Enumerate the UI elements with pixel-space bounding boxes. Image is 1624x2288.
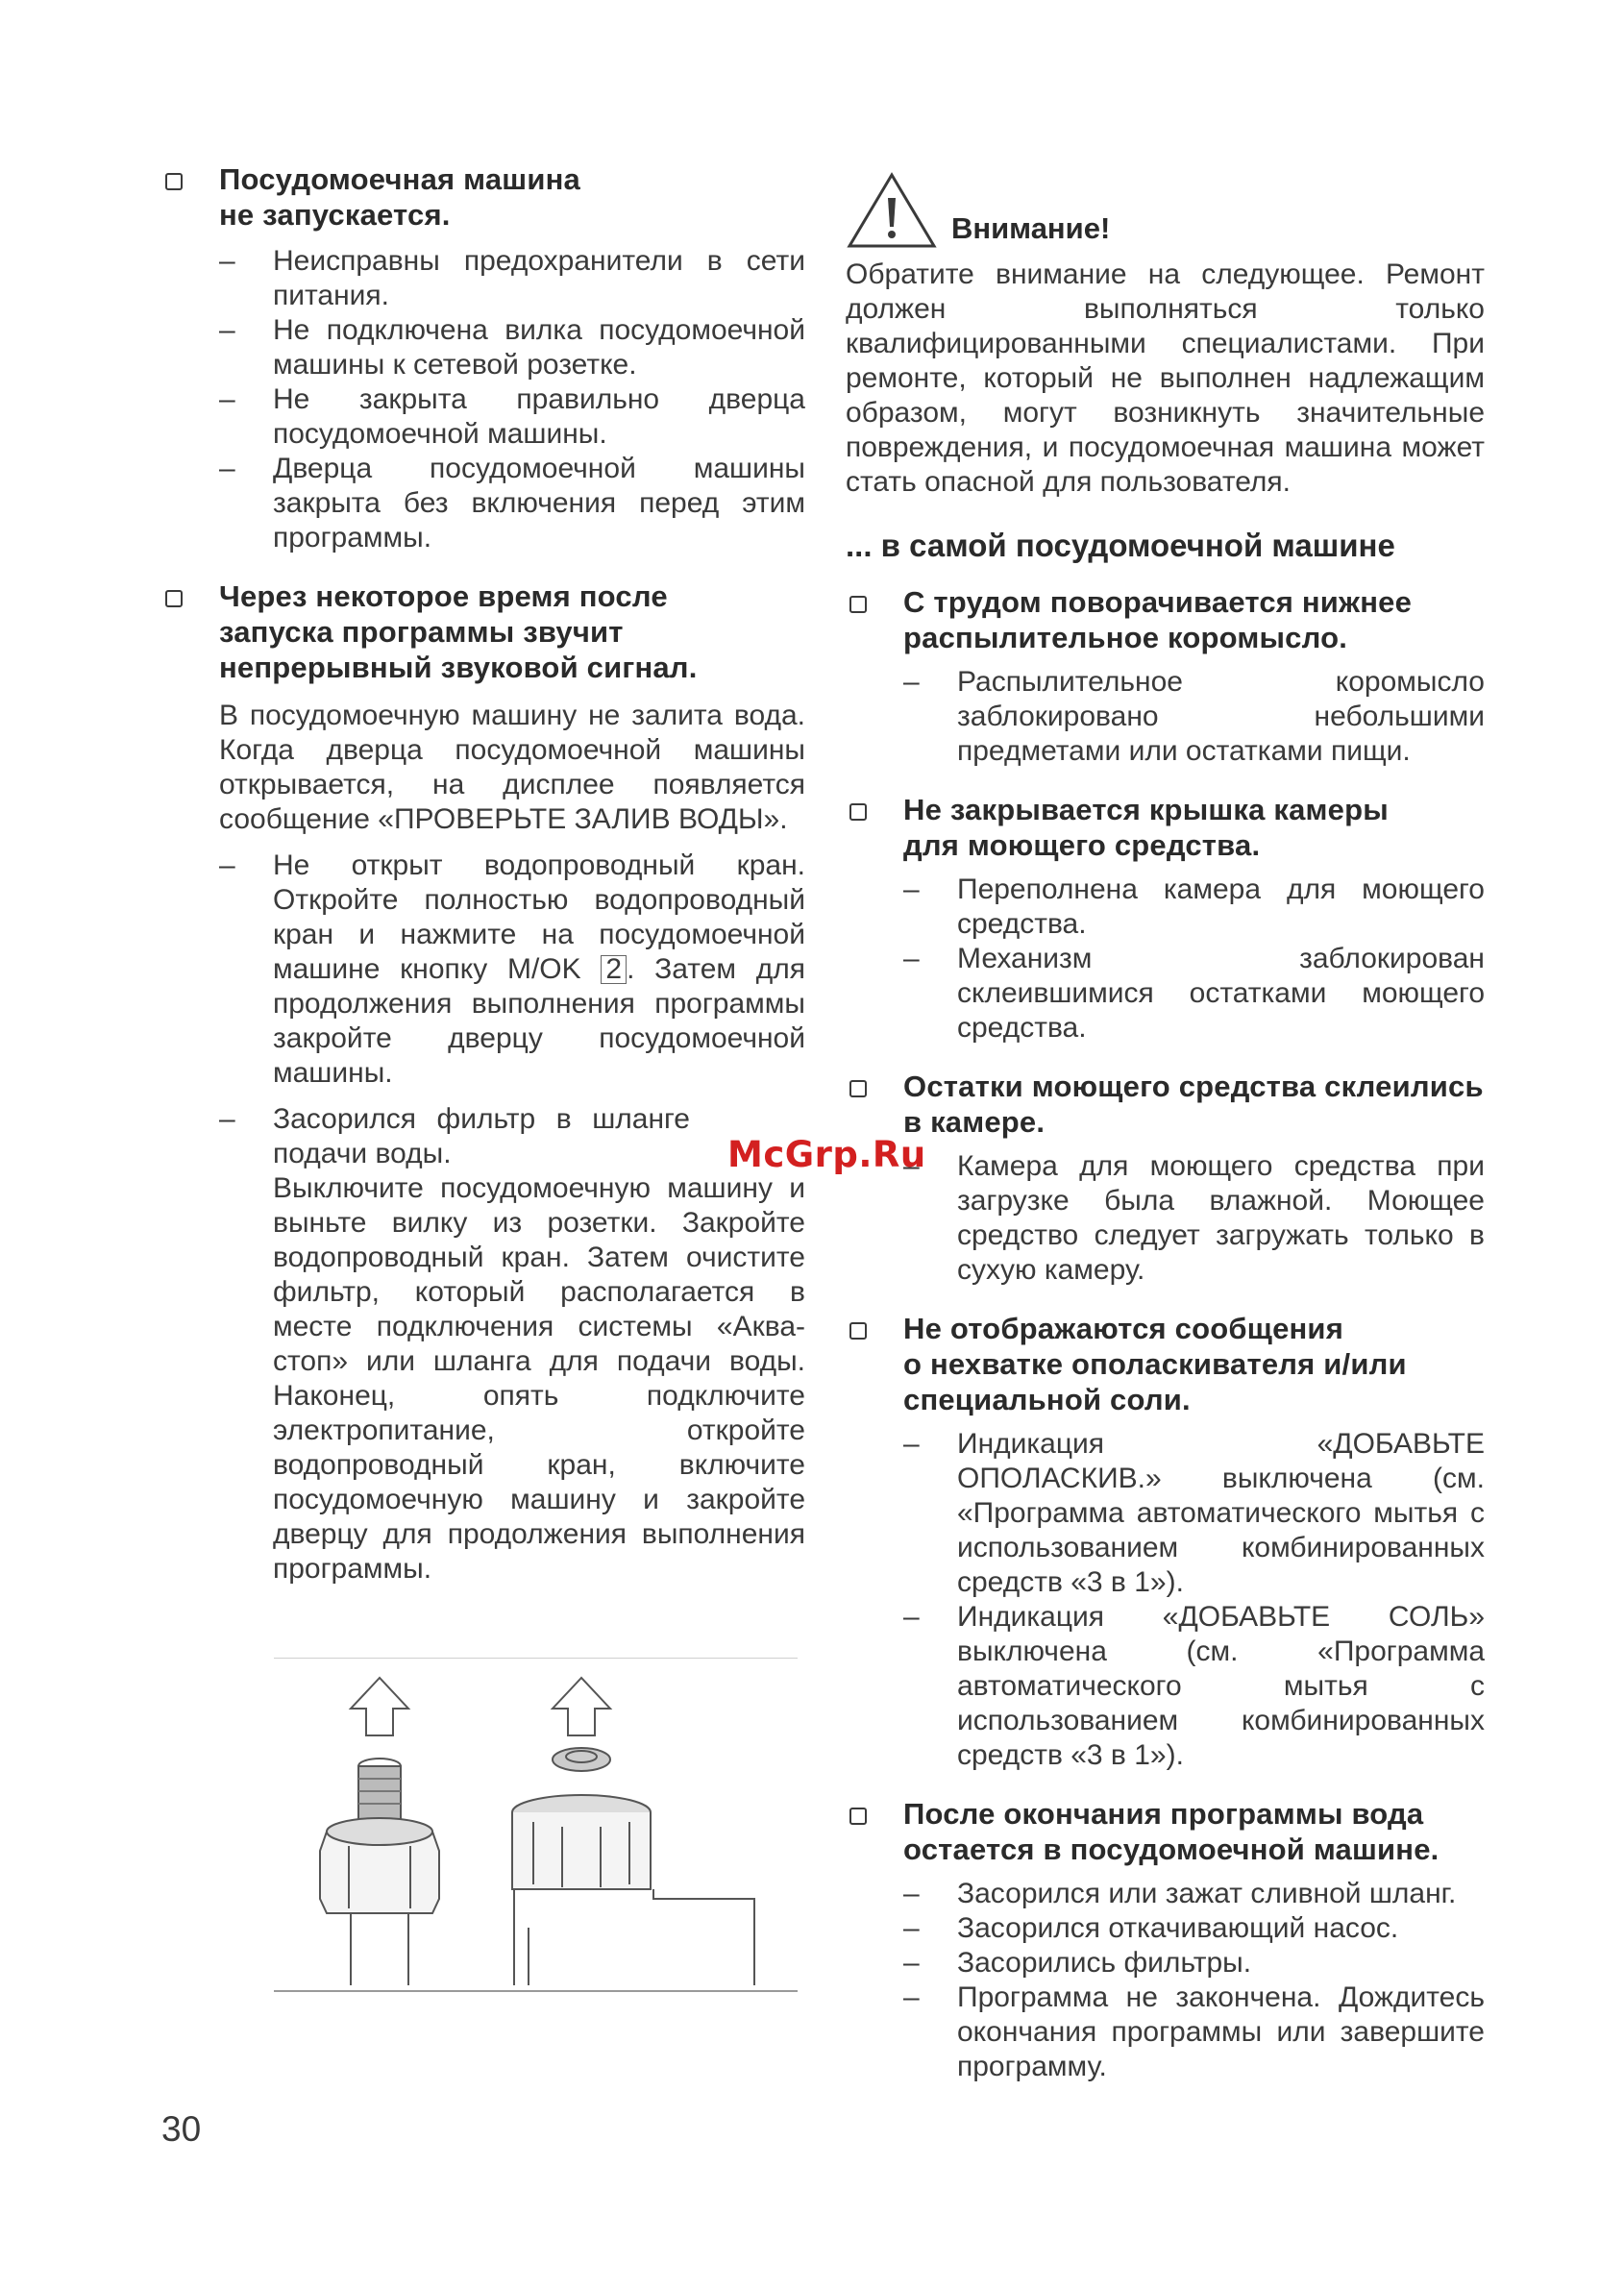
list-item: – Засорился фильтр в шланге подачи воды. bbox=[219, 1102, 805, 1171]
section-spray-arm bbox=[846, 584, 1485, 769]
watermark: McGrp.Ru bbox=[727, 1134, 926, 1175]
list-item: – Неисправны предохранители в сети питания. bbox=[219, 244, 805, 313]
cause-list bbox=[219, 244, 805, 555]
cause-list bbox=[903, 873, 1485, 1046]
list-item: – Не открыт водопроводный кран. Откройте полностью водопроводный кран и нажмите на посудомоечной машине кнопку M/OK 2 . Затем для продолжения выполнения программы закройте дверцу посудомоечной машины. bbox=[219, 849, 805, 1091]
checkbox-bullet-icon bbox=[165, 173, 183, 190]
hose-filter-illustration bbox=[274, 1658, 798, 1992]
right-column bbox=[846, 171, 1485, 2084]
checkbox-bullet-icon bbox=[849, 803, 867, 821]
page-number: 30 bbox=[161, 2109, 202, 2149]
section-continuous-signal bbox=[161, 578, 805, 1587]
cause-list bbox=[903, 1877, 1485, 2084]
cause-list bbox=[903, 665, 1485, 769]
checkbox-bullet-icon bbox=[849, 596, 867, 613]
checkbox-bullet-icon bbox=[849, 1808, 867, 1825]
checkbox-bullet-icon bbox=[165, 590, 183, 607]
warning-header bbox=[846, 171, 1485, 250]
warning-triangle-icon bbox=[846, 171, 938, 250]
list-item: – Переполнена камера для моющего средства. bbox=[903, 873, 1485, 942]
list-item: Выключите посудомоечную машину и выньте вилку из розетки. Закройте водопроводный кран. Затем очистите фильтр, который располагается в месте подключения системы «Аква-стоп» или шланга для подачи воды. Наконец, опять подключите электропитание, откройте водопроводный кран, включите посудомоечную машину и закройте дверцу для продолжения выполнения программы. bbox=[273, 1172, 805, 1585]
filter-diagram bbox=[274, 1659, 798, 1990]
left-column bbox=[161, 161, 805, 1587]
section-title: После окончания программы вода остается в посудомоечной машине. bbox=[903, 1797, 1439, 1866]
section-paragraph: В посудомоечную машину не залита вода. Когда дверца посудомоечной машины открывается, на дисплее появляется сообщение «ПРОВЕРЬТЕ ЗАЛИВ ВОДЫ». bbox=[219, 700, 805, 835]
list-item: – Засорился или зажат сливной шланг. bbox=[903, 1877, 1485, 1911]
section-title: Через некоторое время после запуска программы звучит непрерывный звуковой сигнал. bbox=[219, 579, 698, 684]
section-title: Не отображаются сообщения о нехватке ополаскивателя и/или специальной соли. bbox=[903, 1312, 1407, 1416]
section-title: С трудом поворачивается нижнее распылительное коромысло. bbox=[903, 585, 1413, 654]
section-detergent-lid bbox=[846, 792, 1485, 1046]
list-item: – Дверца посудомоечной машины закрыта без включения перед этим программы. bbox=[219, 452, 805, 555]
warning-title: Внимание! bbox=[951, 211, 1111, 245]
section-water-remains bbox=[846, 1796, 1485, 2084]
list-item: – Засорились фильтры. bbox=[903, 1946, 1485, 1980]
section-detergent-residue bbox=[846, 1069, 1485, 1288]
section-title: Остатки моющего средства склеились в камере. bbox=[903, 1070, 1484, 1139]
list-item: – Индикация «ДОБАВЬТЕ СОЛЬ» выключена (см. «Программа автоматического мытья с использованием комбинированных средств «3 в 1»). bbox=[903, 1600, 1485, 1773]
list-item: – Не подключена вилка посудомоечной машины к сетевой розетке. bbox=[219, 313, 805, 382]
checkbox-bullet-icon bbox=[849, 1322, 867, 1340]
list-item: – Не закрыта правильно дверца посудомоечной машины. bbox=[219, 382, 805, 452]
section-no-start bbox=[161, 161, 805, 555]
section-title: Не закрывается крышка камеры для моющего средства. bbox=[903, 793, 1389, 862]
list-item: – Камера для моющего средства при загрузке была влажной. Моющее средство следует загружать только в сухую камеру. bbox=[903, 1149, 1485, 1288]
list-item: – Программа не закончена. Дождитесь окончания программы или завершите программу. bbox=[903, 1980, 1485, 2084]
arrow-up-icon bbox=[553, 1678, 610, 1735]
cause-list bbox=[903, 1149, 1485, 1288]
warning-text: Обратите внимание на следующее. Ремонт должен выполняться только квалифицированными специалистами. При ремонте, который не выполнен надлежащим образом, могут возникнуть значительные повреждения, и посудомоечная машина может стать опасной для пользователя. bbox=[846, 258, 1485, 498]
key-label: 2 bbox=[601, 955, 627, 984]
list-item: – Распылительное коромысло заблокировано небольшими предметами или остатками пищи. bbox=[903, 665, 1485, 769]
section-messages bbox=[846, 1311, 1485, 1773]
list-item: – Индикация «ДОБАВЬТЕ ОПОЛАСКИВ.» выключена (см. «Программа автоматического мытья с использованием комбинированных средств «3 в 1»). bbox=[903, 1427, 1485, 1600]
cause-list bbox=[903, 1427, 1485, 1773]
checkbox-bullet-icon bbox=[849, 1080, 867, 1097]
section-title: Посудомоечная машина не запускается. bbox=[219, 162, 580, 232]
list-item: – Механизм заблокирован склеившимися остатками моющего средства. bbox=[903, 942, 1485, 1046]
list-item: – Засорился откачивающий насос. bbox=[903, 1911, 1485, 1946]
arrow-up-icon bbox=[351, 1678, 408, 1735]
subheading: ... в самой посудомоечной машине bbox=[846, 528, 1395, 563]
cause-list bbox=[219, 849, 805, 1587]
